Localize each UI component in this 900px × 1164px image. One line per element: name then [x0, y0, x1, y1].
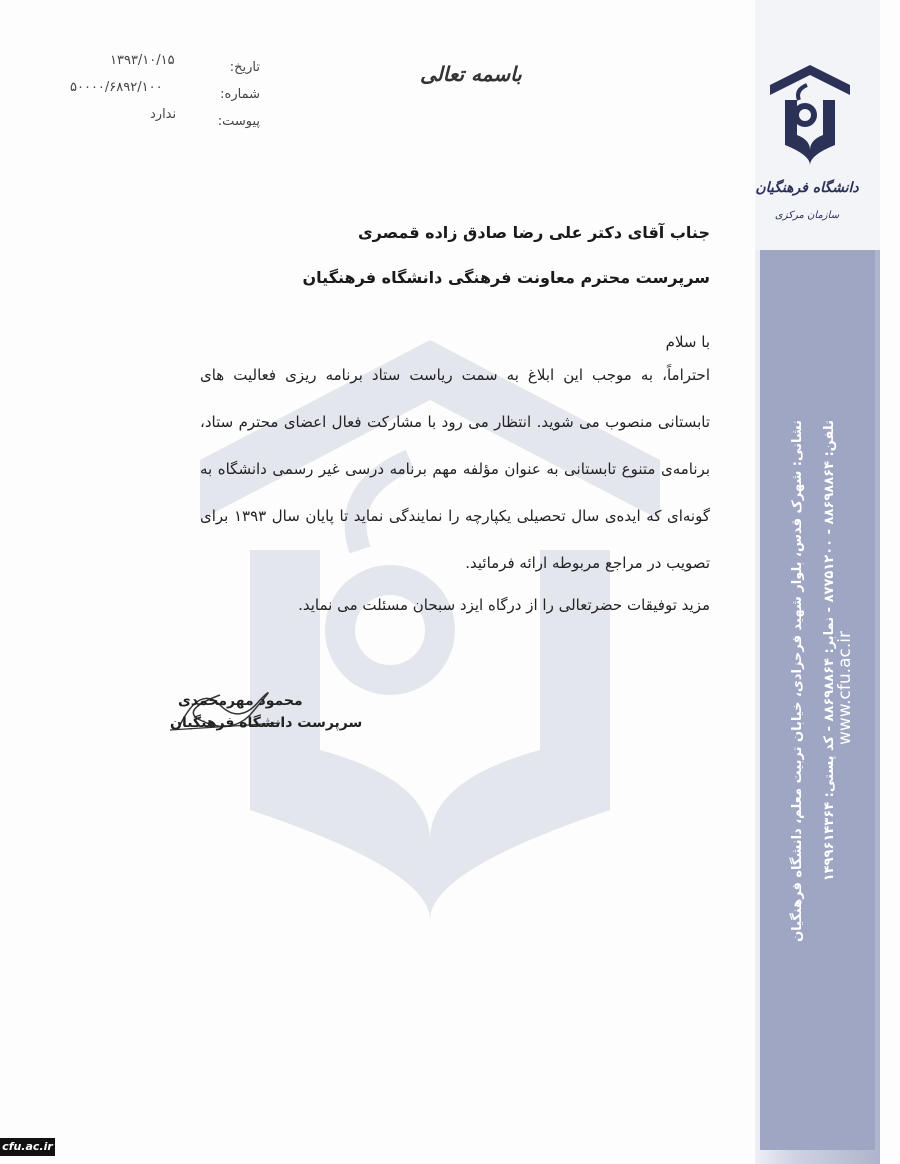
- attachment-value: ندارد: [150, 107, 177, 122]
- date-label: تاریخ:: [229, 60, 260, 75]
- footer-contact: تلفن: ۸۸۶۹۸۸۶۴ - ۸۷۷۵۱۲۰۰ - نمابر: ۸۸۶۹۸۸۶۴ - کد پستی: ۱۴۹۹۶۱۴۳۶۴: [822, 420, 837, 882]
- footer-address: نشانی: شهرک قدس، بلوار شهید فرحزادی، خیابان تربیت معلم، دانشگاه فرهنگیان: [790, 420, 805, 942]
- university-logo-icon: [765, 60, 855, 170]
- recipient-title: سرپرست محترم معاونت فرهنگی دانشگاه فرهنگیان: [302, 268, 710, 287]
- logo-title: دانشگاه فرهنگیان: [755, 180, 859, 196]
- attachment-label: پیوست:: [217, 114, 260, 129]
- body-paragraph: احتراماً، به موجب این ابلاغ به سمت ریاست ستاد برنامه ریزی فعالیت های تابستانی منصوب می شوید. انتظار می رود با مشارکت فعال اعضای محترم ستاد، برنامه‌ی متنوع تابستانی به عنوان مؤلفه مهم برنامه درسی غیر رسمی دانشگاه به گونه‌ای که ایده‌ی سال تحصیلی یکپارچه را نمایندگی نماید تا پایان سال ۱۳۹۳ برای تصویب در مراجع مربوطه ارائه فرمائید.: [200, 366, 710, 572]
- side-band-blue: [760, 250, 875, 1150]
- basmala: باسمه تعالی: [420, 62, 522, 86]
- signatory-name: محمود مهرمحمدی: [178, 693, 303, 709]
- number-label: شماره:: [220, 87, 260, 102]
- logo-subtitle: سازمان مرکزی: [774, 210, 840, 221]
- handwritten-signature-icon: [160, 675, 350, 745]
- footer-website: www.cfu.ac.ir: [835, 631, 855, 745]
- closing-line: مزید توفیقات حضرتعالی را از درگاه ایزد سبحان مسئلت می نماید.: [298, 596, 710, 614]
- signatory-title: سرپرست دانشگاه فرهنگیان: [170, 715, 363, 731]
- source-badge: cfu.ac.ir: [0, 1138, 55, 1156]
- date-value: ۱۳۹۳/۱۰/۱۵: [110, 53, 175, 68]
- number-value: ۵۰۰۰۰/۶۸۹۲/۱۰۰: [70, 80, 163, 95]
- recipient-name: جناب آقای دکتر علی رضا صادق زاده قمصری: [357, 223, 710, 242]
- greeting: با سلام: [665, 333, 710, 351]
